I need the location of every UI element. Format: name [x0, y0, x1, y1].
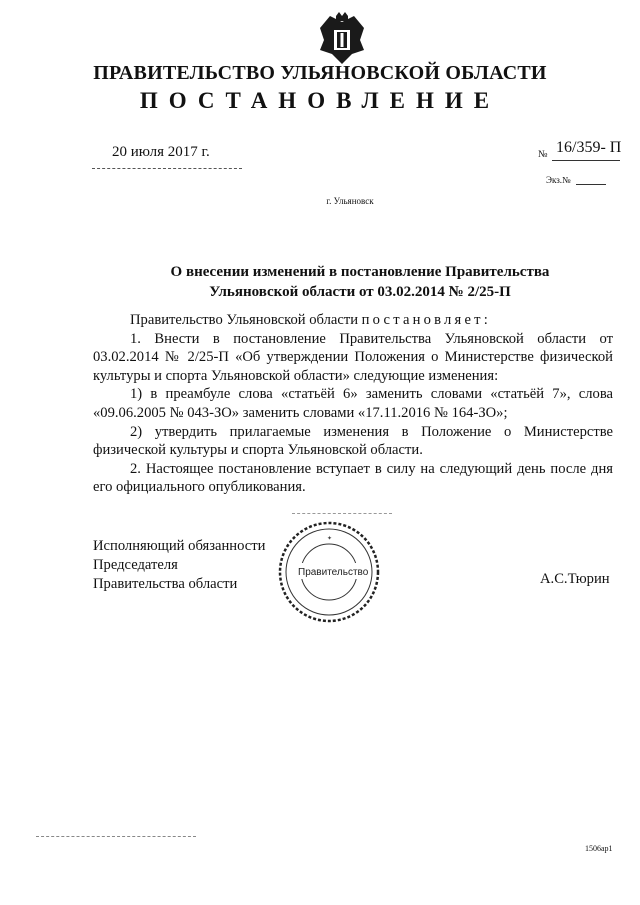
intro-spaced-text: постановляет: — [361, 312, 491, 328]
footer-dash-line — [36, 836, 196, 837]
document-body — [93, 311, 613, 497]
intro-paragraph — [93, 311, 613, 330]
document-type-title: ПОСТАНОВЛЕНИЕ — [139, 88, 501, 113]
city-label: г. Ульяновск — [326, 196, 374, 206]
heading-line-2: Ульяновской области от 03.02.2014 № 2/25-П — [209, 284, 511, 300]
coat-of-arms-emblem — [312, 10, 372, 68]
signer-name: А.С.Тюрин — [540, 571, 610, 587]
document-date: 20 июля 2017 г. — [112, 144, 210, 160]
copy-number-line — [576, 184, 606, 185]
seal-text: Правительство — [298, 567, 369, 578]
signatory-line-3: Правительства области — [93, 576, 238, 592]
government-title: ПРАВИТЕЛЬСТВО УЛЬЯНОВСКОЙ ОБЛАСТИ — [93, 62, 547, 84]
paragraph-1: 1. Внести в постановление Правительства Ульяновской области от 03.02.2014 № 2/25-П «Об утверждении Положения о Министерстве физической культуры и спорта Ульяновской области» следующие изменения: — [93, 330, 613, 384]
number-underline — [552, 160, 620, 161]
seal-top-dash — [292, 513, 392, 514]
heading-line-1: О внесении изменений в постановление Правительства — [170, 264, 550, 280]
signatory-line-1: Исполняющий обязанности — [93, 538, 266, 554]
number-prefix: № — [538, 149, 548, 160]
paragraph-2: 2. Настоящее постановление вступает в силу на следующий день после дня его официального опубликования. — [93, 460, 613, 496]
official-seal-stamp — [277, 520, 381, 624]
document-number: 16/359- П — [556, 139, 622, 156]
paragraph-1-2: 2) утвердить прилагаемые изменения в Положение о Министерстве физической культуры и спорта Ульяновской области. — [93, 423, 613, 459]
footer-code: 1506ар1 — [585, 844, 613, 853]
document-heading — [100, 262, 620, 302]
signatory-line-2: Председателя — [93, 557, 178, 573]
paragraph-1-1: 1) в преамбуле слова «статьёй 6» заменить словами «статьёй 7», слова «09.06.2005 № 043-ЗО» заменить словами «17.11.2016 № 164-ЗО»; — [93, 386, 613, 421]
copy-number-label: Экз.№ — [546, 175, 571, 185]
signatory-position — [93, 537, 265, 594]
svg-text:✦: ✦ — [327, 536, 333, 542]
intro-text: Правительство Ульяновской области — [130, 312, 362, 328]
date-underline — [92, 168, 242, 169]
